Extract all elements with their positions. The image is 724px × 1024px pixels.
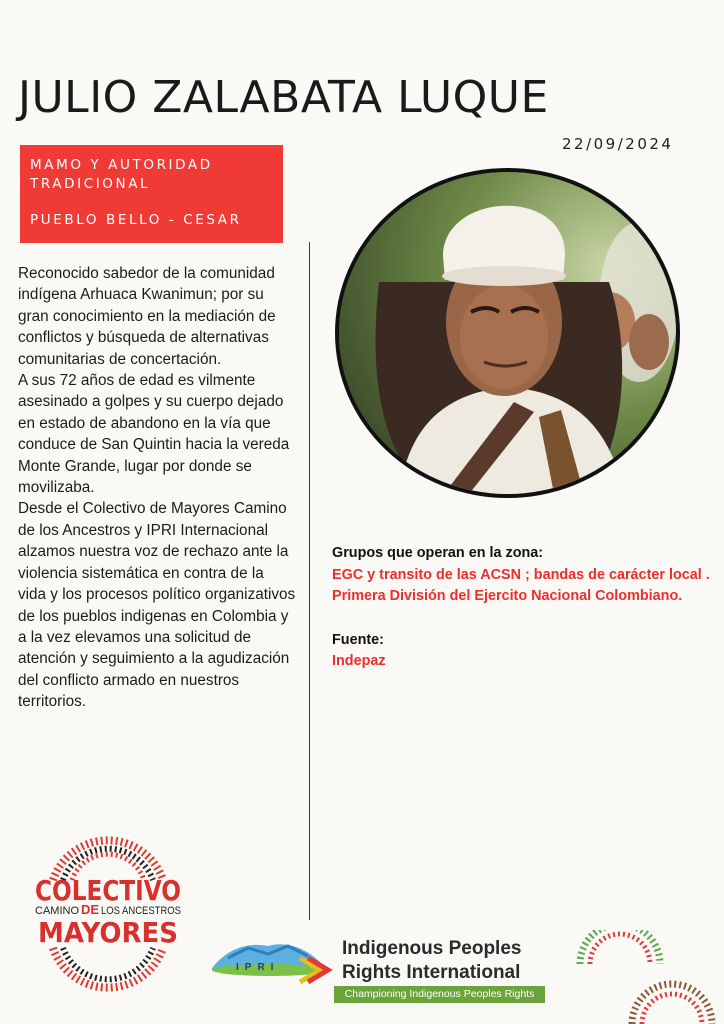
portrait-photo bbox=[335, 168, 680, 498]
ipri-tagline: Championing Indigenous Peoples Rights bbox=[334, 986, 545, 1003]
ipri-name-line-2: Rights International bbox=[342, 962, 521, 983]
role-line-2: TRADICIONAL bbox=[30, 176, 151, 192]
zone-info bbox=[332, 543, 712, 673]
groups-line-1: EGC y transito de las ACSN ; bandas de carácter local . bbox=[332, 566, 710, 583]
groups-label: Grupos que operan en la zona: bbox=[332, 545, 544, 561]
source-value: Indepaz bbox=[332, 653, 386, 669]
logo-word-camino: CAMINO bbox=[35, 905, 79, 917]
logo-word-mayores: MAYORES bbox=[38, 916, 178, 949]
portrait-illustration bbox=[339, 172, 676, 494]
date-label: 22/09/2024 bbox=[562, 135, 674, 153]
logo-word-de: DE bbox=[81, 902, 100, 917]
body-paragraph-3: Desde el Colectivo de Mayores Camino de los Ancestros y IPRI Internacional alzamos nuestra voz de rechazo ante la violencia sistemática en contra de la vida y los procesos político organizativos de los pueblos indigenas en Colombia y a la vez elevamos una solicitud de atención y seguimiento a la agudización del conflicto armado en nuestros territorios. bbox=[18, 500, 296, 711]
logo-word-colectivo: COLECTIVO bbox=[35, 874, 181, 907]
body-text bbox=[18, 263, 296, 713]
source-label: Fuente: bbox=[332, 631, 384, 648]
groups-line-2: Primera División del Ejercito Nacional Colombiano. bbox=[332, 588, 683, 604]
colectivo-mayores-logo bbox=[28, 828, 188, 994]
body-paragraph-2: A sus 72 años de edad es vilmente asesinado a golpes y su cuerpo dejado en estado de abandono en la vía que conduce de San Quintin hacia la vereda Monte Grande, lugar por donde se movilizaba. bbox=[18, 372, 290, 497]
vertical-divider bbox=[309, 242, 310, 920]
role-line-1: MAMO Y AUTORIDAD bbox=[30, 157, 213, 173]
location-label: PUEBLO BELLO - CESAR bbox=[30, 212, 242, 228]
ipri-abbr: IPRI bbox=[236, 962, 280, 973]
body-paragraph-1: Reconocido sabedor de la comunidad indígena Arhuaca Kwanimun; por su gran conocimiento en la mediación de conflictos y búsqueda de alternativas comunitarias de concertación. bbox=[18, 265, 276, 368]
page-title: JULIO ZALABATA LUQUE bbox=[18, 72, 549, 123]
ipri-name-line-1: Indigenous Peoples bbox=[342, 938, 522, 959]
ipri-name bbox=[342, 937, 521, 985]
role-box bbox=[20, 145, 283, 243]
decorative-arcs bbox=[572, 930, 722, 1024]
logo-word-ancestros: LOS ANCESTROS bbox=[101, 905, 181, 917]
